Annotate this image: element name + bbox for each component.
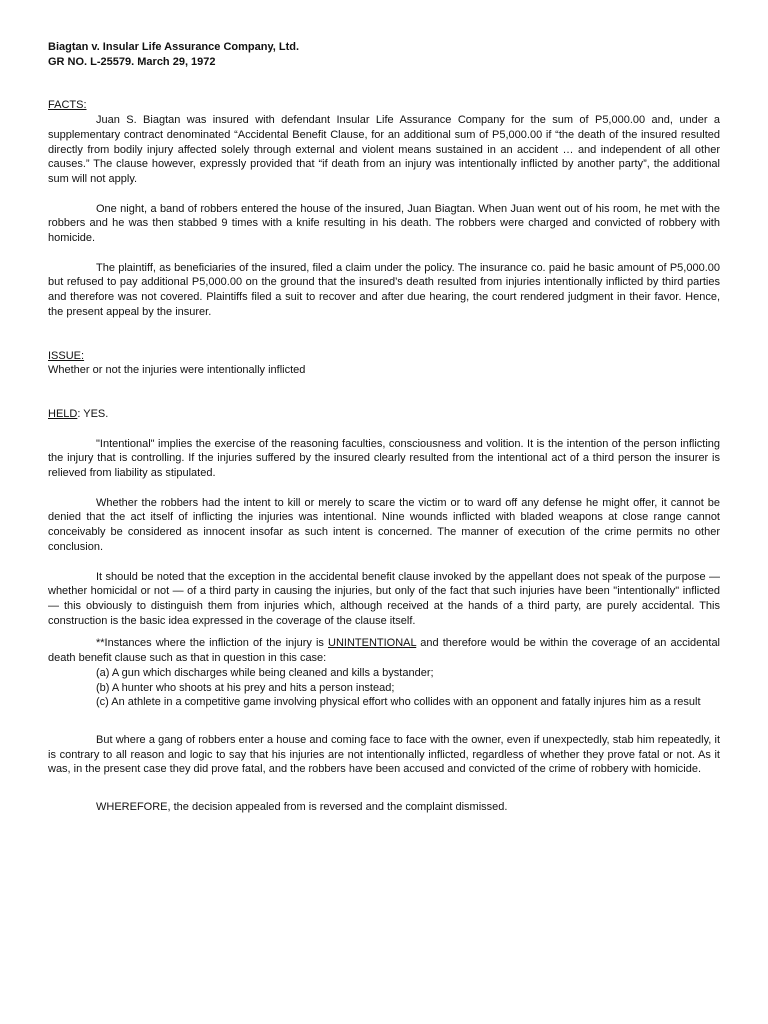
document-page xyxy=(48,40,720,815)
list-item: (b) A hunter who shoots at his prey and hits a person instead; xyxy=(96,681,395,694)
facts-paragraph-3: The plaintiff, as beneficiaries of the insured, filed a claim under the policy. The insurance co. paid he basic amount of P5,000.00 but refused to pay additional P5,000.00 on the ground that the insured’s death resulted from injuries intentionally inflicted by third parties and therefore was not covered. Plaintiffs filed a suit to recover and after due hearing, the court rendered judgment in their favor. Hence, the present appeal by the insurer. xyxy=(48,261,720,318)
facts-heading: FACTS: xyxy=(48,99,87,112)
issue-text: Whether or not the injuries were intentionally inflicted xyxy=(48,364,306,377)
held-paragraph-1: "Intentional" implies the exercise of the reasoning faculties, consciousness and volition. It is the intention of the person inflicting the injury that is controlling. If the injuries suffered by the insured clearly resulted from the intentional act of a third person the insurer is relieved from liability as stipulated. xyxy=(48,437,720,480)
held-paragraph-3: It should be noted that the exception in the accidental benefit clause invoked by the appellant does not speak of the purpose — whether homicidal or not — of a third party in causing the injuries, but only of the fact that such injuries have been "intentionally" inflicted — this obviously to distinguish them from injuries which, although received at the hands of a third party, are purely accidental. This construction is the basic idea expressed in the coverage of the clause itself. xyxy=(48,570,720,627)
held-paragraph-5: But where a gang of robbers enter a house and coming face to face with the owner, even if unexpectedly, stab him repeatedly, it is contrary to all reason and logic to say that his injuries are not intentionally inflicted, regardless of whether they prove fatal or not. As it was, in the present case they did prove fatal, and the robbers have been accused and convicted of the crime of robbery with homicide. xyxy=(48,733,720,776)
instances-list xyxy=(48,666,720,710)
case-title: Biagtan v. Insular Life Assurance Company, Ltd. xyxy=(48,41,300,53)
held-heading: HELD: YES. xyxy=(48,407,109,420)
case-number-date: GR NO. L-25579. March 29, 1972 xyxy=(48,55,216,68)
facts-paragraph-1: Juan S. Biagtan was insured with defendant Insular Life Assurance Company for the sum of P5,000.00 and, under a supplementary contract denominated “Accidental Benefit Clause, for an additional sum of P5,000.00 if “the death of the insured resulted directly from bodily injury affected solely through external and violent means sustained in an accident … and independent of all other causes.” The clause however, expressly provided that “if death from an injury was intentionally inflicted by another party”, the additional sum will not apply. xyxy=(48,114,720,185)
unintentional-emphasis: UNINTENTIONAL xyxy=(328,637,417,650)
dispositive-paragraph: WHEREFORE, the decision appealed from is reversed and the complaint dismissed. xyxy=(96,801,508,814)
list-item: (c) An athlete in a competitive game involving physical effort who collides with an opponent and fatally injures him as a result xyxy=(96,696,701,709)
held-answer: : YES. xyxy=(77,407,109,420)
held-paragraph-4: **Instances where the infliction of the injury is UNINTENTIONAL and therefore would be within the coverage of an accidental death benefit clause such as that in question in this case: xyxy=(48,637,721,665)
issue-heading: ISSUE: xyxy=(48,349,85,362)
held-paragraph-2: Whether the robbers had the intent to kill or merely to scare the victim or to ward off any defense he might offer, it cannot be denied that the act itself of inflicting the injuries was intentional. Nine wounds inflicted with bladed weapons at close range cannot conceivably be considered as innocent insofar as such intent is concerned. The manner of execution of the crime permits no other conclusion. xyxy=(48,496,720,553)
facts-paragraph-2: One night, a band of robbers entered the house of the insured, Juan Biagtan. When Juan went out of his room, he met with the robbers and he was then stabbed 9 times with a knife resulting in his death. The robbers were charged and convicted of robbery with homicide. xyxy=(48,202,720,245)
list-item: (a) A gun which discharges while being cleaned and kills a bystander; xyxy=(96,666,434,679)
